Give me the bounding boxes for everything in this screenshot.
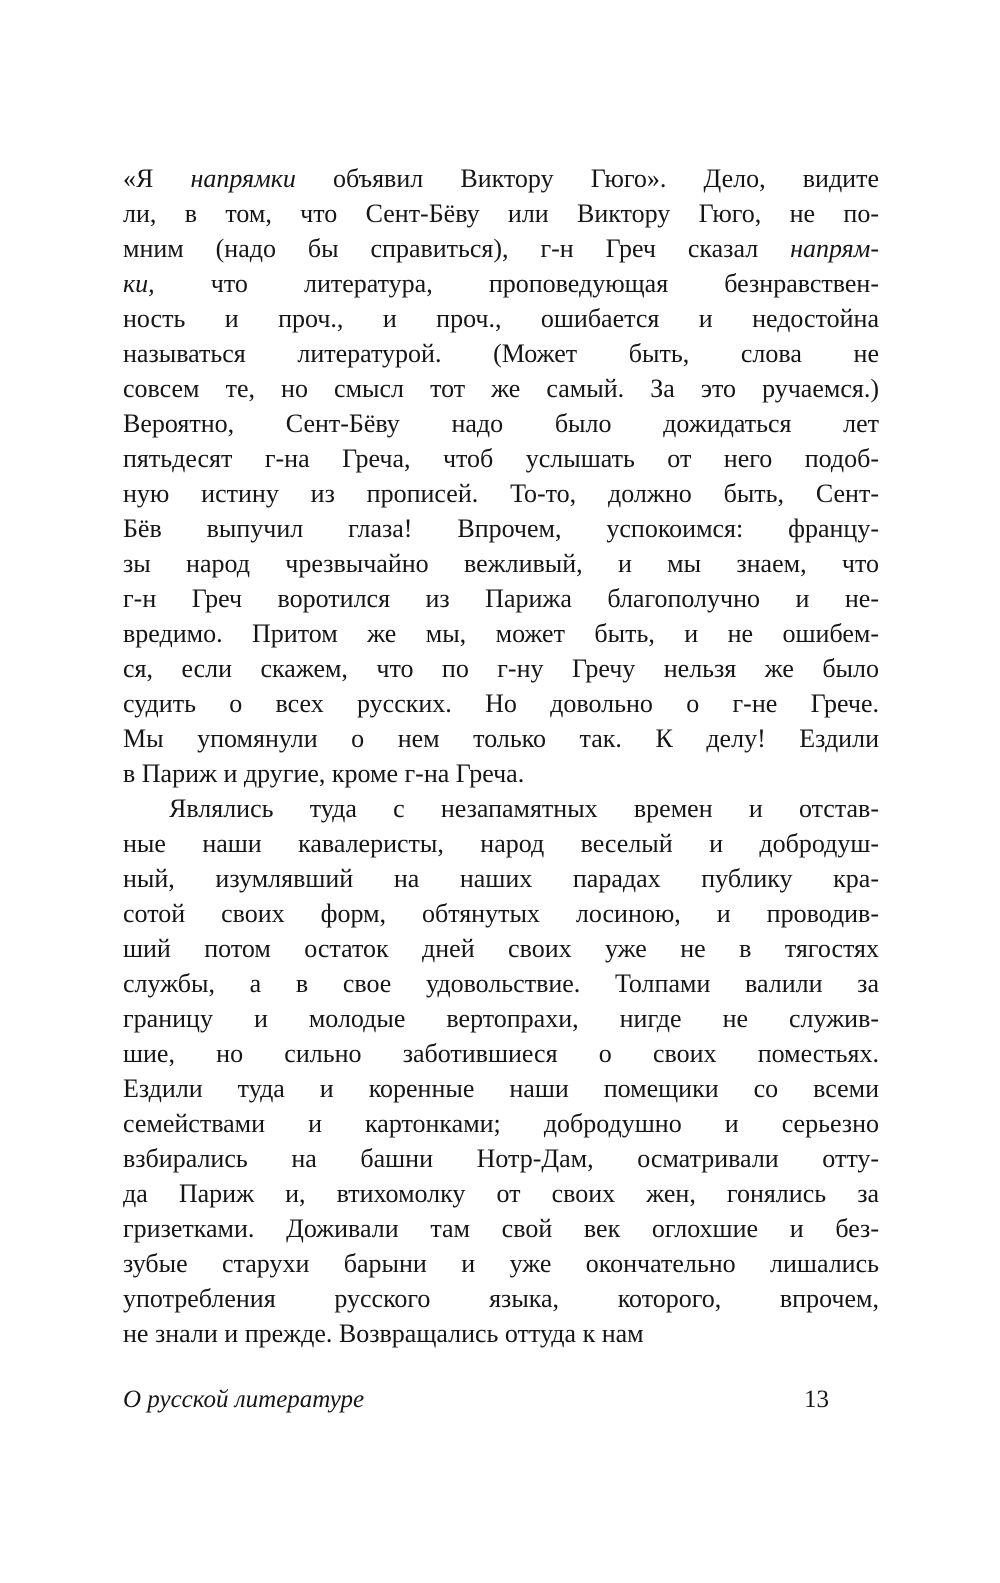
- text-line: [123, 546, 879, 581]
- text-segment: ную истину из прописей. То-то, должно быть, Сент-: [123, 479, 879, 508]
- text-line: [123, 1071, 879, 1106]
- text-segment: не знали и прежде. Возвращались оттуда к нам: [123, 1319, 644, 1348]
- text-line: [123, 1106, 879, 1141]
- text-line: [123, 1141, 879, 1176]
- text-line: [123, 406, 879, 441]
- text-line: [123, 1246, 879, 1281]
- text-segment: что литература, проповедующая безнравствен-: [154, 269, 879, 298]
- text-line: [123, 1036, 879, 1071]
- text-segment: ные наши кавалеристы, народ веселый и добродуш-: [123, 829, 879, 858]
- italic-text-segment: напрям-: [790, 234, 879, 263]
- text-segment: да Париж и, втихомолку от своих жен, гонялись за: [123, 1179, 879, 1208]
- text-segment: Мы упомянули о нем только так. К делу! Ездили: [123, 724, 879, 753]
- text-segment: ный, изумлявший на наших парадах публику кра-: [123, 864, 879, 893]
- text-segment: совсем те, но смысл тот же самый. За это ручаемся.): [123, 374, 879, 403]
- text-line: [123, 756, 879, 791]
- text-line: [123, 231, 879, 266]
- page-footer: [123, 1386, 879, 1414]
- text-segment: «Я: [123, 164, 191, 193]
- text-line: [123, 511, 879, 546]
- text-segment: пятьдесят г-на Греча, чтоб услышать от него подоб-: [123, 444, 879, 473]
- text-segment: в Париж и другие, кроме г-на Греча.: [123, 759, 525, 788]
- text-segment: ся, если скажем, что по г-ну Гречу нельзя же было: [123, 654, 879, 683]
- text-line: [123, 1001, 879, 1036]
- text-line: [123, 686, 879, 721]
- page-number: 13: [804, 1386, 829, 1413]
- text-segment: Вероятно, Сент-Бёву надо было дожидаться лет: [123, 409, 879, 438]
- text-line: [123, 791, 879, 826]
- text-segment: Бёв выпучил глаза! Впрочем, успокоимся: францу-: [123, 514, 879, 543]
- text-segment: зубые старухи барыни и уже окончательно лишались: [123, 1249, 879, 1278]
- text-segment: зы народ чрезвычайно вежливый, и мы знаем, что: [123, 549, 879, 578]
- text-line: [123, 301, 879, 336]
- text-line: [123, 196, 879, 231]
- text-line: [123, 266, 879, 301]
- text-segment: взбирались на башни Нотр-Дам, осматривали отту-: [123, 1144, 879, 1173]
- running-title: О русской литературе: [123, 1386, 365, 1413]
- text-line: [123, 1176, 879, 1211]
- text-segment: г-н Греч воротился из Парижа благополучно и не-: [123, 584, 879, 613]
- text-line: [123, 861, 879, 896]
- italic-text-segment: ки,: [123, 269, 155, 298]
- text-line: [123, 1281, 879, 1316]
- text-segment: гризетками. Доживали там свой век оглохшие и без-: [123, 1214, 879, 1243]
- italic-text-segment: напрямки: [190, 164, 296, 193]
- text-line: [123, 896, 879, 931]
- text-segment: Являлись туда с незапамятных времен и отстав-: [169, 794, 879, 823]
- text-line: [123, 721, 879, 756]
- text-segment: объявил Виктору Гюго». Дело, видите: [295, 164, 879, 193]
- text-line: [123, 616, 879, 651]
- text-line: [123, 826, 879, 861]
- text-segment: шие, но сильно заботившиеся о своих поместьях.: [123, 1039, 879, 1068]
- text-segment: ли, в том, что Сент-Бёву или Виктору Гюго, не по-: [123, 199, 879, 228]
- text-segment: ность и проч., и проч., ошибается и недостойна: [123, 304, 879, 333]
- body-text: [123, 161, 879, 1351]
- text-line: [123, 371, 879, 406]
- text-line: [123, 581, 879, 616]
- text-segment: сотой своих форм, обтянутых лосиною, и проводив-: [123, 899, 879, 928]
- text-segment: границу и молодые вертопрахи, нигде не служив-: [123, 1004, 879, 1033]
- text-segment: ший потом остаток дней своих уже не в тягостях: [123, 934, 879, 963]
- text-segment: вредимо. Притом же мы, может быть, и не ошибем-: [123, 619, 879, 648]
- text-line: [123, 336, 879, 371]
- text-segment: мним (надо бы справиться), г-н Греч сказал: [123, 234, 791, 263]
- text-line: [123, 1316, 879, 1351]
- text-segment: употребления русского языка, которого, впрочем,: [123, 1284, 879, 1313]
- text-line: [123, 441, 879, 476]
- text-segment: службы, а в свое удовольствие. Толпами валили за: [123, 969, 879, 998]
- text-line: [123, 161, 879, 196]
- text-line: [123, 651, 879, 686]
- text-line: [123, 966, 879, 1001]
- text-segment: семействами и картонками; добродушно и серьезно: [123, 1109, 879, 1138]
- text-segment: называться литературой. (Может быть, слова не: [123, 339, 879, 368]
- text-segment: Ездили туда и коренные наши помещики со всеми: [123, 1074, 879, 1103]
- text-line: [123, 476, 879, 511]
- text-line: [123, 1211, 879, 1246]
- text-line: [123, 931, 879, 966]
- text-segment: судить о всех русских. Но довольно о г-не Грече.: [123, 689, 879, 718]
